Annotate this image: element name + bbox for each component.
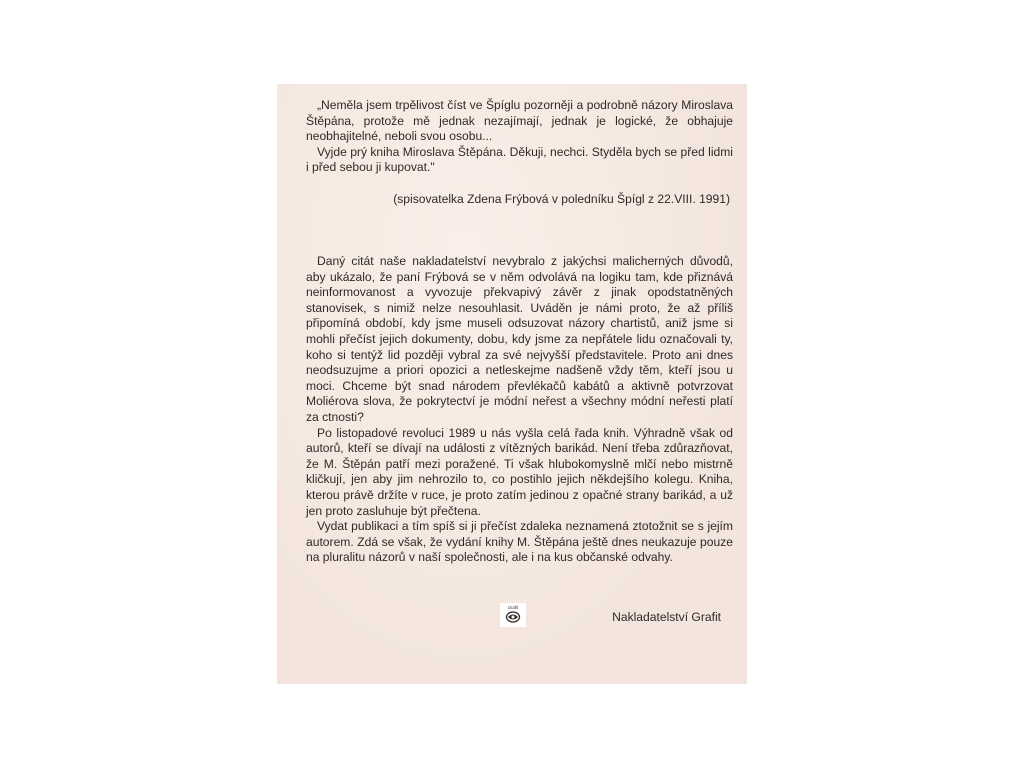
svg-text:Grafit: Grafit — [507, 605, 519, 610]
book-page — [277, 84, 747, 684]
quote-source: (spisovatelka Zdena Frýbová v poledníku Špígl z 22.VIII. 1991) — [393, 192, 730, 206]
quote-block — [306, 98, 733, 176]
publisher-name: Nakladatelství Grafit — [612, 610, 721, 624]
body-paragraph-1: Daný citát naše nakladatelství nevybralo z jakýchsi malicherných důvodů, aby ukázalo, že paní Frýbová se v něm odvolává na logiku tam, kde přiznává neinformovanost a vyvozuje překvapivý závěr z jinak opodstatněných stanovisek, s nimiž nelze nesouhlasit. Uváděn je námi proto, že až příliš připomíná období, kdy jsme museli odsuzovat názory chartistů, aniž jsme si mohli přečíst jejich dokumenty, dobu, kdy jsme za nepřátele lidu označovali ty, koho si tentýž lid později vybral za své nejvyšší představitele. Proto ani dnes neodsuzujme a priori opozici a netleskejme nadšeně vždy těm, kteří jsou u moci. Chceme být snad národem převlékačů kabátů a aktivně potvrzovat Moliérova slova, že pokrytectví je módní neřest a všechny módní neřesti platí za ctnosti? — [306, 254, 733, 424]
body-paragraph-3: Vydat publikaci a tím spíš si ji přečíst zdaleka neznamená ztotožnit se s jejím autorem. Zdá se však, že vydání knihy M. Štěpána ještě dnes neukazuje pouze na pluralitu názorů v naší společnosti, ale i na kus občanské odvahy. — [306, 519, 733, 565]
body-paragraph-2: Po listopadové revoluci 1989 u nás vyšla celá řada knih. Výhradně však od autorů, kteří se dívají na události z vítězných barikád. Není třeba zdůrazňovat, že M. Štěpán patří mezi poražené. Ti však hlubokomyslně mlčí nebo mistrně kličkují, jen aby jim nehrozilo to, co postihlo jejich někdejšího kolegu. Kniha, kterou právě držíte v ruce, je proto zatím jedinou z opačné strany barikád, a už jen proto zasluhuje být přečtena. — [306, 425, 733, 518]
quote-paragraph-2: Vyjde prý kniha Miroslava Štěpána. Děkuji, nechci. Styděla bych se před lidmi i před sebou ji kupovat." — [306, 144, 733, 175]
quote-paragraph-1: „Neměla jsem trpělivost číst ve Špíglu pozorněji a podrobně názory Miroslava Štěpána, protože mě jednak nezajímají, jednak je logické, že obhajuje neobhajitelné, neboli svou osobu... — [306, 98, 733, 144]
publisher-logo-icon — [500, 603, 526, 627]
body-text — [306, 254, 733, 566]
